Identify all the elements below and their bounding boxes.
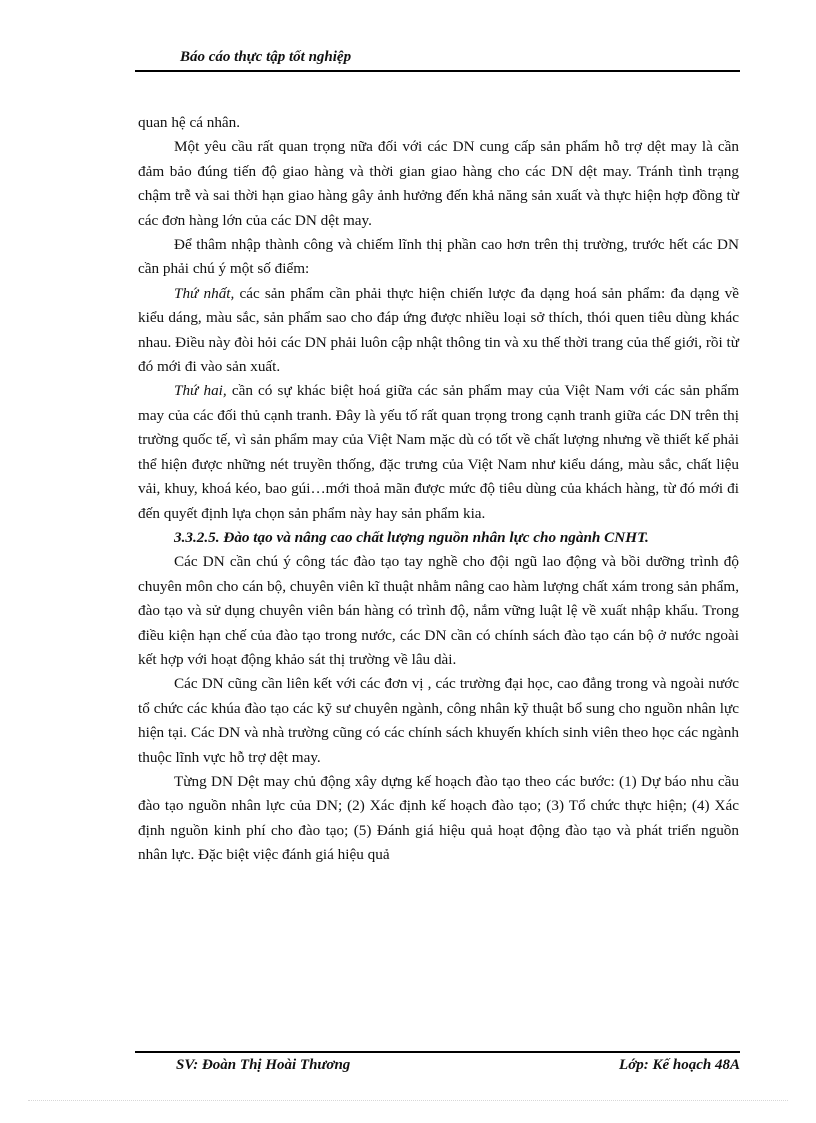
paragraph-first-point: [138, 282, 739, 380]
second-point-lead: Thứ hai,: [174, 382, 227, 400]
paragraph-training-plan: Từng DN Dệt may chủ động xây dựng kế hoạch đào tạo theo các bước: (1) Dự báo nhu cầu đào tạo nguồn nhân lực của DN; (2) Xác định kế hoạch đào tạo; (3) Tổ chức thực hiện; (4) Xác định nguồn kinh phí cho đào tạo; (5) Đánh giá hiệu quả hoạt động đào tạo và phát triển nguồn nhân lực. Đặc biệt việc đánh giá hiệu quả: [138, 772, 739, 864]
paragraph-partnership: Các DN cũng cần liên kết với các đơn vị , các trường đại học, cao đẳng trong và ngoài nước tổ chức các khúa đào tạo các kỹ sư chuyên ngành, công nhân kỹ thuật bổ sung cho nguồn nhân lực hiện tại. Các DN và nhà trường cũng có các chính sách khuyến khích sinh viên theo học các ngành thuộc lĩnh vực hỗ trợ dệt may.: [138, 675, 739, 766]
paragraph-market-entry: Để thâm nhập thành công và chiếm lĩnh thị phần cao hơn trên thị trường, trước hết các DN cần phải chú ý một số điểm:: [138, 236, 739, 278]
paragraph-delivery: Một yêu cầu rất quan trọng nữa đối với các DN cung cấp sản phẩm hỗ trợ dệt may là cần đảm bảo đúng tiến độ giao hàng và thời gian giao hàng cho các DN dệt may. Tránh tình trạng chậm trễ và sai thời hạn giao hàng gây ảnh hưởng đến khả năng sản xuất và thực hiện hợp đồng từ các đơn hàng lớn của các DN dệt may.: [138, 138, 739, 229]
footer-student-name: SV: Đoàn Thị Hoài Thương: [176, 1057, 351, 1073]
footer-class: Lớp: Kế hoạch 48A: [619, 1057, 740, 1073]
paragraph-training: Các DN cần chú ý công tác đào tạo tay nghề cho đội ngũ lao động và bồi dưỡng trình độ chuyên môn cho cán bộ, chuyên viên kĩ thuật nhằm nâng cao hàm lượng chất xám trong sản phẩm, đào tạo và sử dụng chuyên viên bán hàng có trình độ, nắm vững luật lệ về xuất nhập khẩu. Trong điều kiện hạn chế của đào tạo trong nước, các DN cần có chính sách đào tạo cán bộ ở nước ngoài kết hợp với hoạt động khảo sát thị trường về lâu dài.: [138, 553, 739, 668]
paragraph-second-point: [138, 379, 739, 525]
footer-rule: [135, 1051, 740, 1053]
page-edge-divider: [28, 1100, 788, 1101]
section-heading: 3.3.2.5. Đào tạo và nâng cao chất lượng nguồn nhân lực cho ngành CNHT.: [174, 528, 649, 546]
header-rule: [135, 70, 740, 72]
first-point-lead: Thứ nhất,: [174, 284, 235, 302]
document-body: [138, 111, 739, 868]
header-title: Báo cáo thực tập tốt nghiệp: [180, 49, 352, 65]
paragraph-continuation: quan hệ cá nhân.: [138, 114, 241, 131]
second-point-body: cần có sự khác biệt hoá giữa các sản phẩm may của Việt Nam với các sản phẩm may của các đối thủ cạnh tranh. Đây là yếu tố rất quan trọng trong cạnh tranh giữa các DN trên thị trường quốc tế, vì sản phẩm may của Việt Nam mặc dù có tốt về chất lượng nhưng về thiết kế phải thể hiện được những nét truyền thống, đặc trưng của Việt Nam như kiểu dáng, màu sắc, chất liệu vải, khuy, khoá kéo, bao gúi…mới thoả mãn được mức độ tiêu dùng của khách hàng, từ đó mới đi đến quyết định lựa chọn sản phẩm này hay sản phẩm kia.: [138, 382, 740, 522]
first-point-body: các sản phẩm cần phải thực hiện chiến lược đa dạng hoá sản phẩm: đa dạng về kiểu dáng, màu sắc, sản phẩm sao cho đáp ứng được nhiều loại sở thích, thói quen tiêu dùng khác nhau. Điều này đòi hỏi các DN phải luôn cập nhật thông tin và xu thế thời trang của thế giới, rồi từ đó mới đi vào sản xuất.: [138, 284, 740, 376]
